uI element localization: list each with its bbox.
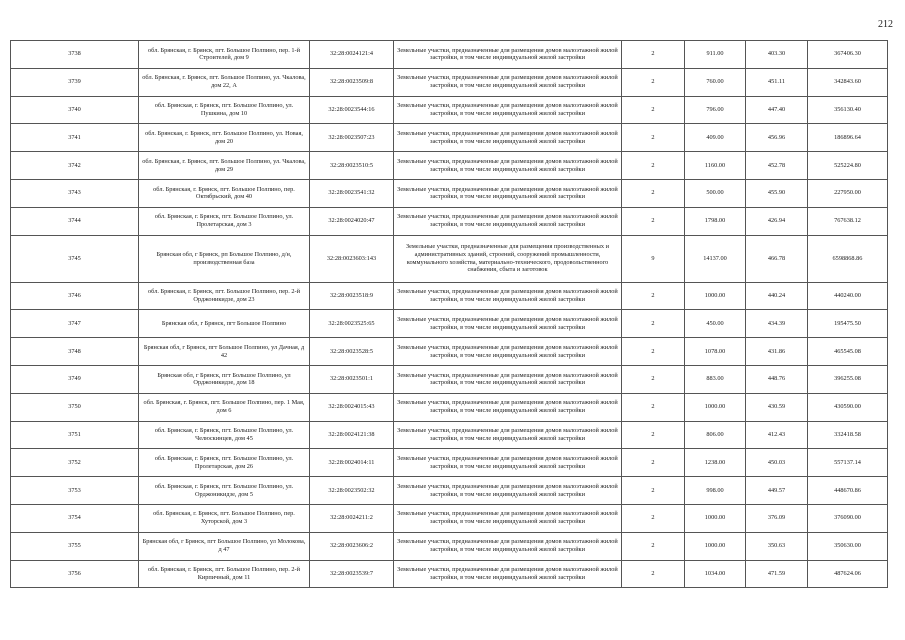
specific-value-cell: 447.40 [746,96,808,124]
cadastral-value-cell: 367406.30 [808,41,888,69]
area-cell: 409.00 [685,124,746,152]
land-purpose-cell: Земельные участки, предназначенные для размещения домов малоэтажной жилой застройки, в том числе индивидуальной жилой застройки [394,504,622,532]
table-row [11,560,888,588]
area-cell: 1798.00 [685,207,746,235]
address-cell: обл. Брянская, г. Брянск, пгт. Большое Полпино, пер. Октябрьский, дом 40 [139,179,310,207]
land-purpose-cell: Земельные участки, предназначенные для размещения домов малоэтажной жилой застройки, в том числе индивидуальной жилой застройки [394,207,622,235]
land-purpose-cell: Земельные участки, предназначенные для размещения домов малоэтажной жилой застройки, в том числе индивидуальной жилой застройки [394,338,622,366]
table-row [11,179,888,207]
specific-value-cell: 376.09 [746,504,808,532]
cadastral-value-cell: 440240.00 [808,282,888,310]
cadastral-number-cell: 32:28:0024014:11 [310,449,394,477]
table-row [11,449,888,477]
specific-value-cell: 403.30 [746,41,808,69]
cadastral-value-cell: 767638.12 [808,207,888,235]
row-number-cell: 3745 [11,235,139,282]
area-cell: 1000.00 [685,393,746,421]
area-cell: 500.00 [685,179,746,207]
cadastral-value-cell: 557137.14 [808,449,888,477]
row-number-cell: 3756 [11,560,139,588]
row-number-cell: 3751 [11,421,139,449]
specific-value-cell: 426.94 [746,207,808,235]
table-row [11,152,888,180]
specific-value-cell: 448.76 [746,365,808,393]
cadastral-number-cell: 32:28:0024020:47 [310,207,394,235]
land-purpose-cell: Земельные участки, предназначенные для размещения домов малоэтажной жилой застройки, в том числе индивидуальной жилой застройки [394,124,622,152]
cadastral-number-cell: 32:28:0023539:7 [310,560,394,588]
address-cell: Брянская обл, г Брянск, рп Большое Полпино, д/н, производственная база [139,235,310,282]
group-code-cell: 2 [622,179,685,207]
address-cell: обл. Брянская, г. Брянск, пгт. Большое Полпино, ул. Пролетарская, дом 3 [139,207,310,235]
land-purpose-cell: Земельные участки, предназначенные для размещения домов малоэтажной жилой застройки, в том числе индивидуальной жилой застройки [394,68,622,96]
cadastral-number-cell: 32:28:0024121:4 [310,41,394,69]
row-number-cell: 3749 [11,365,139,393]
cadastral-value-cell: 487624.06 [808,560,888,588]
specific-value-cell: 456.96 [746,124,808,152]
group-code-cell: 2 [622,68,685,96]
cadastral-number-cell: 32:28:0023518:9 [310,282,394,310]
table-row [11,338,888,366]
area-cell: 1000.00 [685,532,746,560]
cadastral-value-cell: 396255.08 [808,365,888,393]
cadastral-value-cell: 195475.50 [808,310,888,338]
address-cell: обл. Брянская, г. Брянск, пгт. Большое Полпино, пер. 2-й Кирпичный, дом 11 [139,560,310,588]
area-cell: 1000.00 [685,282,746,310]
row-number-cell: 3744 [11,207,139,235]
cadastral-number-cell: 32:28:0023510:5 [310,152,394,180]
address-cell: обл. Брянская, г. Брянск, пгт. Большое Полпино, пер. 1 Мая, дом 6 [139,393,310,421]
cadastral-number-cell: 32:28:0024015:43 [310,393,394,421]
group-code-cell: 9 [622,235,685,282]
cadastral-value-cell: 186896.64 [808,124,888,152]
row-number-cell: 3746 [11,282,139,310]
area-cell: 1160.00 [685,152,746,180]
area-cell: 760.00 [685,68,746,96]
table-row [11,310,888,338]
land-purpose-cell: Земельные участки, предназначенные для размещения домов малоэтажной жилой застройки, в том числе индивидуальной жилой застройки [394,393,622,421]
cadastral-value-cell: 227950.00 [808,179,888,207]
cadastral-number-cell: 32:28:0023502:32 [310,477,394,505]
table-row [11,393,888,421]
cadastral-number-cell: 32:28:0023528:5 [310,338,394,366]
table-row [11,41,888,69]
address-cell: обл. Брянская, г. Брянск, пгт. Большое Полпино, ул. Чкалова, дом 29 [139,152,310,180]
cadastral-number-cell: 32:28:0023541:32 [310,179,394,207]
land-purpose-cell: Земельные участки, предназначенные для размещения домов малоэтажной жилой застройки, в том числе индивидуальной жилой застройки [394,365,622,393]
table-row [11,421,888,449]
specific-value-cell: 449.57 [746,477,808,505]
cadastral-number-cell: 32:28:0024121:38 [310,421,394,449]
row-number-cell: 3743 [11,179,139,207]
address-cell: Брянская обл, г Брянск, пгт Большое Полпино, ул Дачная, д 42 [139,338,310,366]
specific-value-cell: 466.78 [746,235,808,282]
land-purpose-cell: Земельные участки, предназначенные для размещения домов малоэтажной жилой застройки, в том числе индивидуальной жилой застройки [394,41,622,69]
cadastral-value-cell: 6598868.86 [808,235,888,282]
land-purpose-cell: Земельные участки, предназначенные для размещения домов малоэтажной жилой застройки, в том числе индивидуальной жилой застройки [394,560,622,588]
land-purpose-cell: Земельные участки, предназначенные для размещения домов малоэтажной жилой застройки, в том числе индивидуальной жилой застройки [394,421,622,449]
address-cell: Брянская обл, г Брянск, пгт Большое Полпино, ул Орджоникидзе, дом 18 [139,365,310,393]
specific-value-cell: 434.39 [746,310,808,338]
cadastral-value-cell: 342843.60 [808,68,888,96]
table-body [11,41,888,588]
land-purpose-cell: Земельные участки, предназначенные для размещения домов малоэтажной жилой застройки, в том числе индивидуальной жилой застройки [394,532,622,560]
land-purpose-cell: Земельные участки, предназначенные для размещения домов малоэтажной жилой застройки, в том числе индивидуальной жилой застройки [394,449,622,477]
specific-value-cell: 350.63 [746,532,808,560]
address-cell: обл. Брянская, г. Брянск, пгт. Большое Полпино, ул. Челюскинцев, дом 45 [139,421,310,449]
table-row [11,532,888,560]
cadastral-number-cell: 32:28:0023544:16 [310,96,394,124]
cadastral-value-cell: 465545.08 [808,338,888,366]
cadastral-value-cell: 376090.00 [808,504,888,532]
row-number-cell: 3740 [11,96,139,124]
row-number-cell: 3738 [11,41,139,69]
area-cell: 806.00 [685,421,746,449]
group-code-cell: 2 [622,310,685,338]
table-row [11,124,888,152]
land-plots-table [10,40,888,588]
row-number-cell: 3742 [11,152,139,180]
land-purpose-cell: Земельные участки, предназначенные для размещения домов малоэтажной жилой застройки, в том числе индивидуальной жилой застройки [394,179,622,207]
group-code-cell: 2 [622,393,685,421]
table-row [11,96,888,124]
table-row [11,235,888,282]
area-cell: 796.00 [685,96,746,124]
area-cell: 1078.00 [685,338,746,366]
area-cell: 883.00 [685,365,746,393]
table-row [11,282,888,310]
group-code-cell: 2 [622,282,685,310]
table-row [11,68,888,96]
cadastral-value-cell: 430590.00 [808,393,888,421]
specific-value-cell: 440.24 [746,282,808,310]
group-code-cell: 2 [622,124,685,152]
address-cell: обл. Брянская, г. Брянск, пгт. Большое Полпино, ул. Пушкина, дом 10 [139,96,310,124]
row-number-cell: 3752 [11,449,139,477]
row-number-cell: 3750 [11,393,139,421]
specific-value-cell: 450.03 [746,449,808,477]
address-cell: обл. Брянская, г. Брянск, пгт. Большое Полпино, пер. 1-й Строителей, дом 9 [139,41,310,69]
cadastral-number-cell: 32:28:0023507:23 [310,124,394,152]
group-code-cell: 2 [622,560,685,588]
land-purpose-cell: Земельные участки, предназначенные для размещения домов малоэтажной жилой застройки, в том числе индивидуальной жилой застройки [394,310,622,338]
group-code-cell: 2 [622,504,685,532]
table-row [11,207,888,235]
cadastral-value-cell: 448670.86 [808,477,888,505]
group-code-cell: 2 [622,365,685,393]
area-cell: 14137.00 [685,235,746,282]
cadastral-number-cell: 32:28:0023525:65 [310,310,394,338]
address-cell: обл. Брянская, г. Брянск, пгт. Большое Полпино, ул. Новая, дом 20 [139,124,310,152]
cadastral-number-cell: 32:28:0024211:2 [310,504,394,532]
specific-value-cell: 412.43 [746,421,808,449]
land-purpose-cell: Земельные участки, предназначенные для размещения домов малоэтажной жилой застройки, в том числе индивидуальной жилой застройки [394,152,622,180]
cadastral-value-cell: 525224.80 [808,152,888,180]
page-number: 212 [878,19,893,30]
group-code-cell: 2 [622,207,685,235]
cadastral-value-cell: 332418.58 [808,421,888,449]
specific-value-cell: 455.90 [746,179,808,207]
address-cell: обл. Брянская, г. Брянск, пгт. Большое Полпино, пер. Хуторской, дом 3 [139,504,310,532]
row-number-cell: 3739 [11,68,139,96]
area-cell: 911.00 [685,41,746,69]
cadastral-number-cell: 32:28:0023501:1 [310,365,394,393]
row-number-cell: 3755 [11,532,139,560]
address-cell: Брянская обл, г Брянск, пгт Большое Полпино [139,310,310,338]
group-code-cell: 2 [622,41,685,69]
land-purpose-cell: Земельные участки, предназначенные для размещения домов малоэтажной жилой застройки, в том числе индивидуальной жилой застройки [394,477,622,505]
group-code-cell: 2 [622,477,685,505]
group-code-cell: 2 [622,96,685,124]
group-code-cell: 2 [622,338,685,366]
cadastral-number-cell: 32:28:0023509:8 [310,68,394,96]
cadastral-number-cell: 32:28:0023603:143 [310,235,394,282]
row-number-cell: 3753 [11,477,139,505]
specific-value-cell: 452.78 [746,152,808,180]
specific-value-cell: 430.59 [746,393,808,421]
address-cell: обл. Брянская, г. Брянск, пгт. Большое Полпино, пер. 2-й Орджоникидзе, дом 23 [139,282,310,310]
specific-value-cell: 431.86 [746,338,808,366]
group-code-cell: 2 [622,421,685,449]
specific-value-cell: 451.11 [746,68,808,96]
area-cell: 450.00 [685,310,746,338]
land-purpose-cell: Земельные участки, предназначенные для размещения домов малоэтажной жилой застройки, в том числе индивидуальной жилой застройки [394,96,622,124]
area-cell: 998.00 [685,477,746,505]
address-cell: обл. Брянская, г. Брянск, пгт. Большое Полпино, ул. Чкалова, дом 22, А [139,68,310,96]
row-number-cell: 3748 [11,338,139,366]
land-purpose-cell: Земельные участки, предназначенные для размещения домов малоэтажной жилой застройки, в том числе индивидуальной жилой застройки [394,282,622,310]
area-cell: 1000.00 [685,504,746,532]
group-code-cell: 2 [622,152,685,180]
group-code-cell: 2 [622,449,685,477]
row-number-cell: 3754 [11,504,139,532]
land-purpose-cell: Земельные участки, предназначенные для размещения производственных и административных зданий, строений, сооружений промышленности, коммунального хозяйства, материально-технического, продовольственного снабжения, сбыта и заготовок [394,235,622,282]
cadastral-value-cell: 356130.40 [808,96,888,124]
cadastral-value-cell: 350630.00 [808,532,888,560]
cadastral-number-cell: 32:28:0023606:2 [310,532,394,560]
area-cell: 1238.00 [685,449,746,477]
group-code-cell: 2 [622,532,685,560]
address-cell: обл. Брянская, г. Брянск, пгт. Большое Полпино, ул. Орджоникидзе, дом 5 [139,477,310,505]
table-row [11,365,888,393]
area-cell: 1034.00 [685,560,746,588]
address-cell: Брянская обл, г Брянск, пгт Большое Полпино, ул Молокова, д 47 [139,532,310,560]
row-number-cell: 3741 [11,124,139,152]
table-row [11,477,888,505]
specific-value-cell: 471.59 [746,560,808,588]
table-row [11,504,888,532]
address-cell: обл. Брянская, г. Брянск, пгт. Большое Полпино, ул. Пролетарская, дом 26 [139,449,310,477]
row-number-cell: 3747 [11,310,139,338]
